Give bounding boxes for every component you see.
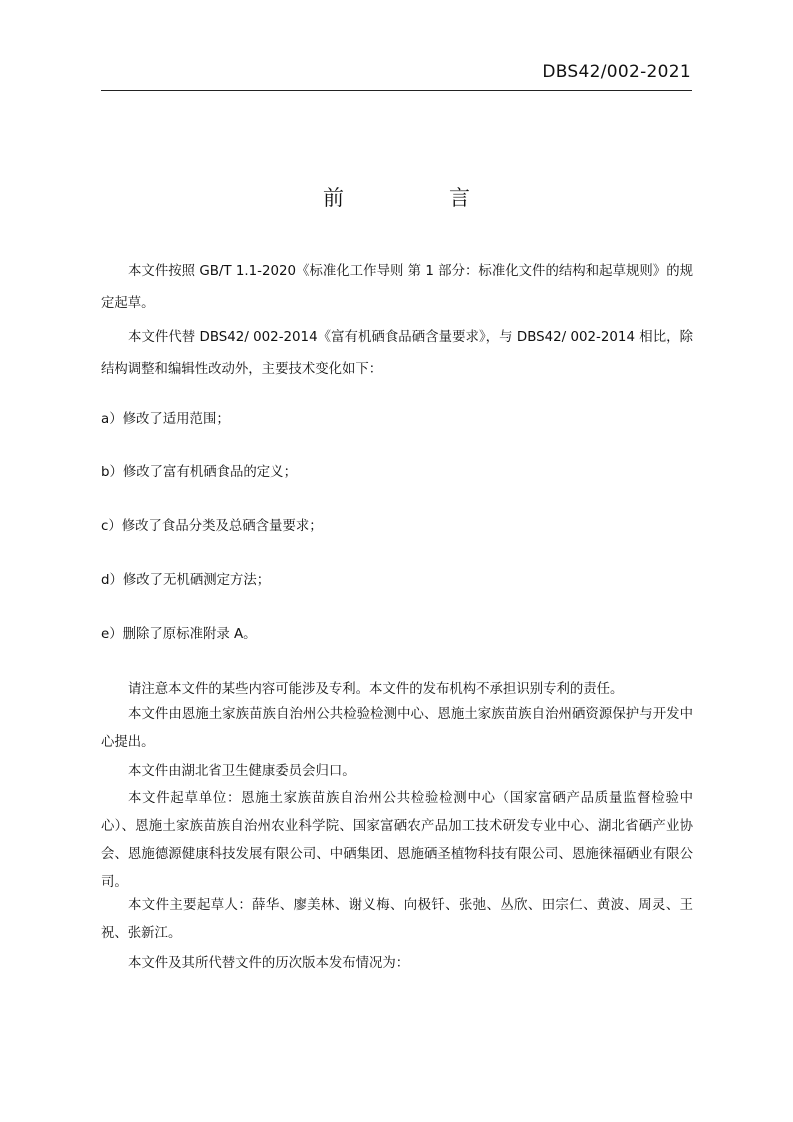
standard-code: DBS42/002-2021 — [542, 62, 691, 82]
intro-paragraph-1: 本文件按照 GB/T 1.1-2020《标准化工作导则 第 1 部分：标准化文件的结构和起草规则》的规定起草。 — [101, 264, 693, 311]
intro-paragraph-2: 本文件代替 DBS42/ 002-2014《富有机硒食品硒含量要求》，与 DBS42/ 002-2014 相比，除结构调整和编辑性改动外，主要技术变化如下： — [101, 330, 693, 377]
change-item-e: e）删除了原标准附录 A。 — [101, 627, 257, 642]
history-paragraph: 本文件及其所代替文件的历次版本发布情况为： — [128, 956, 410, 971]
header-divider — [101, 90, 692, 91]
proposer-paragraph: 本文件由恩施土家族苗族自治州公共检验检测中心、恩施土家族苗族自治州硒资源保护与开发中心提出。 — [101, 707, 693, 750]
patent-notice: 请注意本文件的某些内容可能涉及专利。本文件的发布机构不承担识别专利的责任。 — [128, 682, 624, 697]
page-title: 前 言 — [323, 186, 512, 210]
change-item-d: d）修改了无机硒测定方法； — [101, 573, 271, 588]
change-item-c: c）修改了食品分类及总硒含量要求； — [101, 519, 323, 534]
change-item-a: a）修改了适用范围； — [101, 412, 230, 427]
centralized-by-paragraph: 本文件由湖北省卫生健康委员会归口。 — [128, 764, 356, 779]
drafters-paragraph: 本文件主要起草人：薛华、廖美林、谢义梅、向极钎、张弛、丛欣、田宗仁、黄波、周灵、王祝、张新江。 — [101, 898, 693, 941]
drafting-units-paragraph: 本文件起草单位：恩施土家族苗族自治州公共检验检测中心（国家富硒产品质量监督检验中心）、恩施土家族苗族自治州农业科学院、国家富硒农产品加工技术研发专业中心、湖北省硒产业协会、恩施德源健康科技发展有限公司、中硒集团、恩施硒圣植物科技有限公司、恩施徕福硒业有限公司。 — [101, 791, 693, 890]
change-item-b: b）修改了富有机硒食品的定义； — [101, 465, 297, 480]
